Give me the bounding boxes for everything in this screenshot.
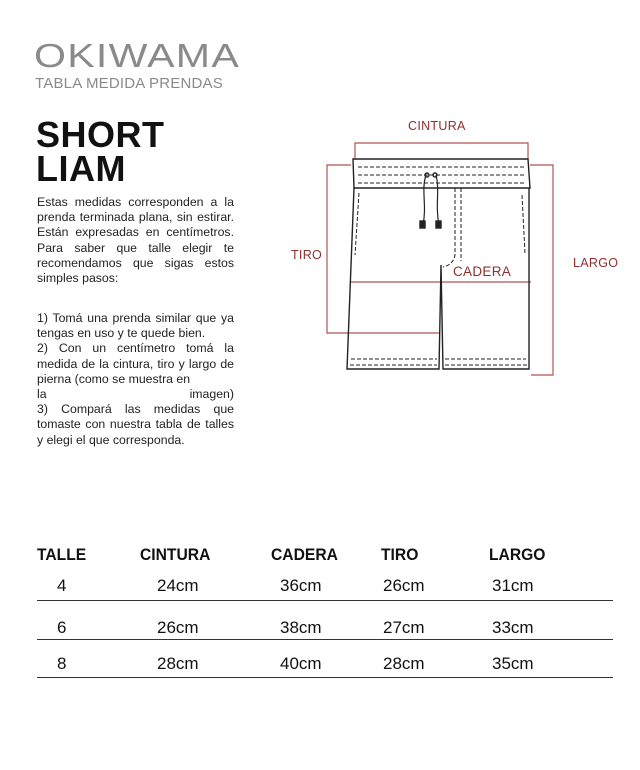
label-cintura: CINTURA [408,119,466,133]
table-cell: 28cm [383,654,425,673]
page-subtitle: TABLA MEDIDA PRENDAS [35,75,223,92]
table-cell: 26cm [157,618,199,637]
row-divider [37,600,613,601]
row-divider [37,639,613,640]
header-cadera: CADERA [271,545,338,564]
table-cell: 8 [57,654,67,673]
table-cell: 28cm [157,654,199,673]
row-divider [37,677,613,678]
intro-text: Estas medidas corresponden a la prenda terminada plana, sin estirar. Están expresadas en centímetros. Para saber que talle elegir te recomendamos que sigas estos simples pasos: [37,195,234,286]
step-2: 2) Con un centímetro tomá la medida de la cintura, tiro y largo de pierna (como se muestra en [37,341,234,386]
brand-logo [34,38,244,72]
largo-line [530,165,553,375]
label-cadera: CADERA [453,264,512,279]
tiro-line [327,165,439,333]
table-cell: 40cm [280,654,322,673]
header-talle: TALLE [37,545,87,564]
shorts-illustration [285,115,630,385]
product-title-line2: LIAM [36,148,126,189]
logo-text: OKIWAMA [34,38,241,72]
header-cintura: CINTURA [140,545,211,564]
product-title-line1: SHORT [36,114,165,155]
header-tiro: TIRO [381,545,419,564]
table-cell: 33cm [492,618,534,637]
table-cell: 36cm [280,576,322,595]
cintura-line [355,143,528,159]
table-cell: 38cm [280,618,322,637]
table-cell: 27cm [383,618,425,637]
table-cell: 31cm [492,576,534,595]
step-3: 3) Compará las medidas que tomaste con nuestra tabla de talles y elegi el que corresponda. [37,402,234,447]
steps-text [37,311,234,448]
table-cell: 4 [57,576,67,595]
product-title [36,114,165,189]
step-2-continued: la imagen) [37,387,234,402]
label-tiro: TIRO [291,248,323,262]
table-cell: 35cm [492,654,534,673]
shorts-diagram [285,115,630,385]
step-1: 1) Tomá una prenda similar que ya tengas en uso y te quede bien. [37,311,234,341]
label-largo: LARGO [573,256,619,270]
header-largo: LARGO [489,545,546,564]
brand-logo-wordmark [34,38,244,72]
table-cell: 24cm [157,576,199,595]
table-cell: 6 [57,618,67,637]
table-cell: 26cm [383,576,425,595]
